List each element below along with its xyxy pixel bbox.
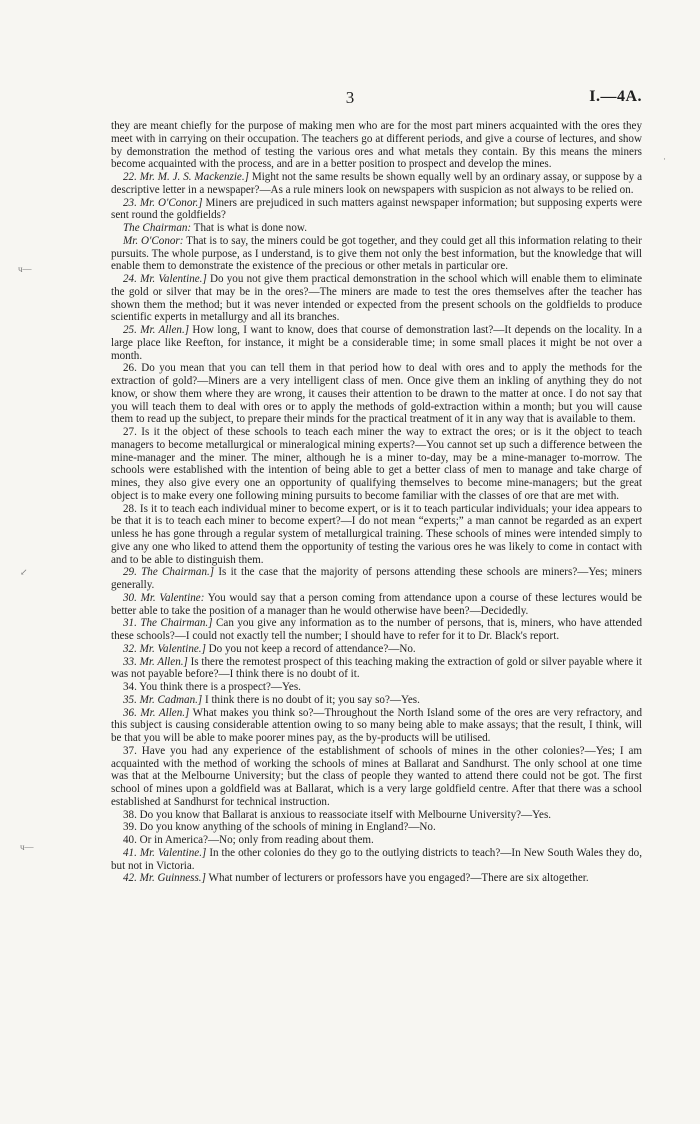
- paragraph-text: What number of lecturers or professors have you engaged?—There are six altogether.: [205, 872, 589, 885]
- speaker-label: 33. Mr. Allen.]: [123, 655, 188, 668]
- margin-mark: ч—: [20, 842, 34, 852]
- paragraph: [111, 847, 642, 873]
- speaker-label: 41. Mr. Valentine.]: [123, 846, 207, 859]
- paragraph-text: How long, I want to know, does that course of demonstration last?—It depends on the locality. In a large place like Reefton, for instance, it might be a considerable time; in some small places it might be not over a month.: [111, 324, 642, 362]
- paragraph-text: You would say that a person coming from attendance upon a course of these lectures would be better able to take the position of a manager than he would otherwise have been?—Decidedly.: [111, 591, 642, 617]
- paragraph: [111, 503, 642, 567]
- body-text: [111, 120, 642, 885]
- paragraph-text: Do you not give them practical demonstration in the school which will enable them to eliminate the gold or silver that may be in the ores?—The miners are made to test the ores themselves after the teacher has shown them the method; but it was never intended or expected from the present schools on the goldfields to produce scientific experts in metallurgy and all its branches.: [111, 273, 642, 324]
- paragraph-text: 34. You think there is a prospect?—Yes.: [123, 681, 301, 693]
- paragraph: [111, 681, 642, 694]
- paragraph-text: 38. Do you know that Ballarat is anxious to reassociate itself with Melbourne University?—Yes.: [123, 808, 552, 821]
- speaker-label: 25. Mr. Allen.]: [123, 324, 190, 336]
- page-number: 3: [345, 88, 355, 107]
- paragraph: [111, 872, 642, 885]
- paragraph-text: In the other colonies do they go to the outlying districts to teach?—In New South Wales they do, but not in Victoria.: [111, 846, 642, 872]
- speaker-label: 23. Mr. O'Conor.]: [123, 196, 203, 209]
- paragraph-text: Miners are prejudiced in such matters against newspaper information; but supposing experts were sent round the goldfields?: [111, 196, 642, 222]
- paragraph-text: they are meant chiefly for the purpose of making men who are for the most part miners acquainted with the ores they meet with in carrying on their occupation. The teachers go at different periods, and give a course of lectures, and show by demonstration the method of testing the various ores and what metals they contain. By this means the miners become acquainted with the process, and are in a better position to prospect and develop the mines.: [111, 120, 642, 171]
- paragraph: [111, 235, 642, 273]
- speaker-label: 31. The Chairman.]: [123, 617, 213, 630]
- paragraph-text: I think there is no doubt of it; you say so?—Yes.: [202, 693, 420, 706]
- margin-mark: ·: [663, 154, 666, 164]
- speaker-label: The Chairman:: [123, 222, 192, 234]
- paragraph: [111, 821, 642, 834]
- paragraph: [111, 592, 642, 618]
- speaker-label: 35. Mr. Cadman.]: [123, 693, 203, 706]
- speaker-label: 36. Mr. Allen.]: [123, 706, 190, 719]
- paragraph: [111, 566, 642, 592]
- paragraph: [111, 222, 642, 235]
- paragraph-text: Is there the remotest prospect of this teaching making the extraction of gold or silver payable where it was not payable before?—I think there is no doubt of it.: [111, 655, 642, 681]
- paragraph: [111, 273, 642, 324]
- paragraph-text: 37. Have you had any experience of the establishment of schools of mines in the other colonies?—Yes; I am acquainted with the method of working the schools of mines at Ballarat and Sandhurst. The only school at one time was that at the Melbourne University; but the class of people they wanted to attend there could not be got. The first school of mines upon a goldfield was at Ballarat, which is a very large goldfield centre. After that there was a school established at Sandhurst for technical instruction.: [111, 744, 642, 808]
- paragraph-text: 40. Or in America?—No; only from reading about them.: [123, 834, 374, 846]
- speaker-label: 22. Mr. M. J. S. Mackenzie.]: [123, 171, 249, 183]
- paragraph: [111, 171, 642, 197]
- paragraph-text: 26. Do you mean that you can tell them in that period how to deal with ores and to apply the methods for the extraction of gold?—Miners are a very intelligent class of men. Once give them an inkling of anything they do not know, or show them where they are wrong, it causes their attention to be drawn to the matter at once. I do not say that you will teach them to deal with ores or to apply the methods of gold-extraction within a month; but you will cause them to read up the subject, to prepare their minds for the practical treatment of it in any way that is available to them.: [111, 362, 642, 426]
- paragraph: [111, 656, 642, 682]
- speaker-label: 29. The Chairman.]: [123, 566, 215, 579]
- paragraph: [111, 617, 642, 643]
- speaker-label: 30. Mr. Valentine:: [123, 591, 205, 604]
- paragraph-text: That is what is done now.: [191, 222, 307, 234]
- speaker-label: Mr. O'Conor:: [123, 234, 184, 247]
- speaker-label: 32. Mr. Valentine.]: [123, 642, 206, 655]
- paragraph-text: What makes you think so?—Throughout the North Island some of the ores are very refractory, and this subject is causing considerable attention owing to so many being able to make assays; that the result, I think, will be that you will be able to make poorer mines pay, as the by-products will be utilised.: [111, 706, 642, 744]
- paragraph-text: 28. Is it to teach each individual miner to become expert, or is it to teach particular individuals; your idea appears to be that it is to teach each miner to become expert?—I do not mean “experts;” a man cannot be regarded as an expert unless he has gone through a regular system of metallurgical training. These schools of mines were intended simply to give any one who liked to attend them the opportunity of testing the various ores he was likely to come in contact with and to be able to distinguish them.: [111, 502, 642, 566]
- paragraph: [111, 745, 642, 809]
- page-header: [0, 88, 700, 110]
- paragraph: [111, 694, 642, 707]
- paragraph: [111, 197, 642, 223]
- paragraph-text: 39. Do you know anything of the schools of mining in England?—No.: [123, 821, 436, 834]
- paragraph: [111, 120, 642, 171]
- paragraph: [111, 643, 642, 656]
- paragraph: [111, 834, 642, 847]
- paragraph-text: Might not the same results be shown equally well by an ordinary assay, or suppose by a descriptive letter in a newspaper?—As a rule miners look on newspapers with suspicion as not always to be relied on.: [111, 171, 643, 196]
- speaker-label: 42. Mr. Guinness.]: [123, 872, 206, 885]
- paragraph-text: Do you not keep a record of attendance?—No.: [205, 642, 416, 655]
- paragraph-text: That is to say, the miners could be got together, and they could get all this information relating to their pursuits. The whole purpose, as I understand, is to give them not only the best information, but the knowledge that will enable them to demonstrate the existence of the precious or other metals in particular ore.: [111, 234, 642, 273]
- paragraph-text: 27. Is it the object of these schools to teach each miner the way to extract the ores; or is it the object to teach managers to become metallurgical or mineralogical mining experts?—You cannot set up such a difference between the mine-manager and the miner. The miner, although he is a miner to-day, may be a mine-manager to-morrow. The schools were established with the intention of being able to get a better class of men to manage and take charge of mines, they also give every one an opportunity of qualifying themselves to become mine-managers; but the great object is to make every one following mining pursuits to become familiar with the classes of ore that are met with.: [111, 426, 642, 502]
- paragraph-text: Can you give any information as to the number of persons, that is, miners, who have attended these schools?—I could not exactly tell the number; I should have to refer for it to Dr. Black's report.: [111, 617, 642, 642]
- margin-mark: ↙: [20, 567, 28, 577]
- paragraph: [111, 707, 642, 745]
- margin-mark: ч—: [18, 264, 32, 274]
- paragraph: [111, 426, 642, 503]
- paragraph: [111, 324, 642, 362]
- paragraph: [111, 809, 642, 822]
- speaker-label: 24. Mr. Valentine.]: [123, 273, 207, 285]
- document-reference: I.—4A.: [589, 88, 642, 105]
- paragraph: [111, 362, 642, 426]
- paragraph-text: Is it the case that the majority of persons attending these schools are miners?—Yes; miners generally.: [111, 566, 642, 591]
